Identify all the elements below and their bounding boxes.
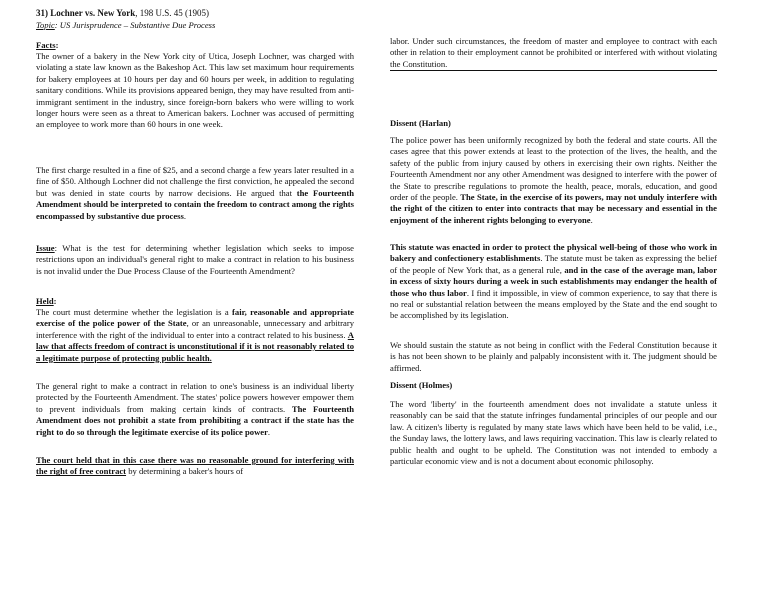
held-paragraph-3 [36, 455, 354, 478]
harlan-p2-text-b: . I find it impossible, in view of common experience, to say that there is no real or substantial relation between the means employed by the State and the end sought to be accomplished by its legislation. [390, 287, 717, 321]
dissent-harlan-paragraph-3: We should sustain the statute as not being in conflict with the Federal Constitution because it is has not been shown to be plainly and palpably inconsistent with it. The judgment should be affirmed. [390, 340, 717, 373]
facts-heading-colon: : [55, 40, 59, 50]
dissent-holmes-heading: Dissent (Holmes) [390, 380, 453, 390]
facts-heading-text: Facts [36, 40, 56, 50]
case-title [36, 8, 354, 19]
harlan-p1-text: The police power has been uniformly recognized by both the federal and state courts. All the cases agree that this power extends at least to the protection of the lives, the health, and the safety of the public from injury caused by others in exercising their own rights. Neither the Fourteenth Amendment nor any other Amendment was designed to interfere with the power of the State to prescribe regulations to promote the health, peace, morals, education, and good order of the people. [390, 135, 717, 203]
dissent-harlan-heading: Dissent (Harlan) [390, 118, 451, 128]
held-p2-text: The general right to make a contract in relation to one's business is an individual liberty protected by the Fourteenth Amendment. The states' police powers however empower them to prevent individuals from making certain kinds of contracts. [36, 381, 354, 414]
case-name: 31) Lochner vs. New York [36, 8, 136, 18]
held-p1-emphasis-b: A law that affects freedom of contract is unconstitutional if it is not reasonably related to a legitimate purpose of protecting public health. [36, 329, 354, 363]
dissent-holmes-paragraph: The word 'liberty' in the fourteenth amendment does not invalidate a statute unless it reasonably can be said that the statute infringes fundamental principles of our people and our law. A citizen's liberty is regulated by many state laws which have been held to be valid, i.e., the Sunday laws, the lottery laws, and laws requiring vaccination. This law is clearly related to public health and ought to be upheld. The Constitution was not intended to embody a particular economic view and is not a document about economic philosophy. [390, 399, 717, 467]
held-p2-emphasis: The Fourteenth Amendment does not prohibit a state from prohibiting a contract if the state has the right to do so through the legitimate exercise of its police power [36, 403, 354, 437]
issue-text: : What is the test for determining whether legislation which seeks to impose restrictions upon an individual's general right to make a contract in relation to his business is not invalid under the Due Process Clause of the Fourteenth Amendment? [36, 243, 354, 276]
harlan-p1-emphasis: The State, in the exercise of its powers, may not unduly interfere with the right of the citizen to enter into contracts that may be necessary and essential in the enjoyment of the inherent rights belonging to everyone [390, 192, 717, 225]
facts-p2-end: . [183, 210, 187, 221]
dissent-harlan-paragraph-1 [390, 135, 717, 226]
topic-label: Topic [36, 20, 55, 30]
held-p3-text: by determining a baker's hours of [126, 466, 244, 477]
issue-heading: Issue [36, 243, 55, 253]
harlan-p2-emphasis-b: and in the case of the average man, labor in excess of sixty hours during a week in such establishments may endanger the health of those who thus labor [390, 264, 718, 298]
held-p3-emphasis: The court held that in this case there was no reasonable ground for interfering with the right of free contract [36, 455, 354, 477]
harlan-p2-text-a: . The statute must be taken as expressing the belief of the people of New York that, as a general rule, [390, 253, 718, 275]
held-heading-colon: : [53, 296, 57, 306]
held-paragraph-1 [36, 307, 354, 364]
section-divider [390, 70, 717, 71]
facts-heading [36, 40, 58, 51]
held-p1-text-b: , or an unreasonable, unnecessary and arbitrary interference with the right of the individual to enter into a contract related to his business. [36, 318, 354, 340]
held-p1-emphasis-a: fair, reasonable and appropriate exercise of the police power of the State [36, 307, 354, 329]
issue-paragraph [36, 243, 354, 277]
facts-p2-emphasis: the Fourteenth Amendment should be interpreted to contain the freedom to contract among the rights encompassed by substantive due process [36, 187, 354, 221]
held-heading-text: Held [36, 296, 54, 306]
held-p2-end: . [267, 426, 271, 437]
facts-p2-text: The first charge resulted in a fine of $25, and a second charge a few years later resulted in a fine of $50. Although Lochner did not challenge the first conviction, he appealed the second but was denied in state courts by narrow decisions. He argued that [36, 165, 354, 198]
dissent-harlan-paragraph-2 [390, 242, 717, 322]
held-paragraph-2 [36, 381, 354, 438]
continuation-paragraph: labor. Under such circumstances, the freedom of master and employee to contract with each other in relation to their employment cannot be prohibited or interfered with without violating the Constitution. [390, 36, 717, 69]
harlan-p2-emphasis-a: This statute was enacted in order to protect the physical well-being of those who work in bakery and confectionery establishments [390, 242, 717, 264]
case-citation: , 198 U.S. 45 (1905) [135, 8, 209, 18]
harlan-p1-end: . [590, 214, 593, 225]
held-heading [36, 296, 57, 307]
held-p1-text-a: The court must determine whether the legislation is a [36, 307, 233, 317]
topic-value: : US Jurisprudence – Substantive Due Process [54, 20, 216, 30]
case-topic [36, 20, 354, 31]
facts-paragraph-2 [36, 165, 354, 222]
facts-paragraph-1: The owner of a bakery in the New York city of Utica, Joseph Lochner, was charged with violating a state law known as the Bakeshop Act. This law set maximum hour requirements for bakery employees at 10 hours per day and 60 hours per week, in addition to regulating sanitary conditions. While its provisions appeared benign, they may have resulted from anti-immigrant sentiment in the industry, since foreign-born bakers who were willing to work longer hours were seen as a threat to American bakers. Lochner was accused of permitting an employee to work more than 60 hours in one week. [36, 51, 354, 130]
